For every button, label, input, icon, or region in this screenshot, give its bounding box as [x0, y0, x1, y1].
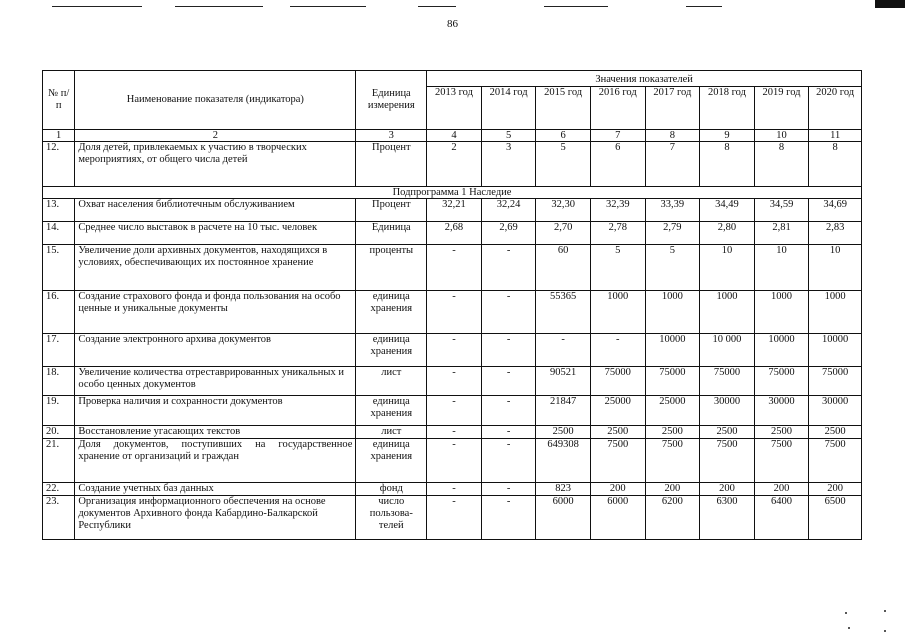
indicator-value: 6200: [645, 496, 700, 540]
indicator-value: 2,79: [645, 222, 700, 245]
indicator-value: 34,59: [754, 199, 809, 222]
table-row: [43, 483, 862, 496]
indicator-value: -: [481, 496, 536, 540]
indicator-value: 8: [809, 142, 862, 187]
indicator-value: 32,30: [536, 199, 591, 222]
indicator-name: Создание страхового фонда и фонда пользования на особо ценные и уникальные документы: [75, 291, 356, 334]
indicator-value: 34,69: [809, 199, 862, 222]
header-values-group: Значения показателей: [427, 71, 862, 87]
table-row: [43, 496, 862, 540]
indicator-value: 2,68: [427, 222, 482, 245]
indicator-value: 7500: [754, 439, 809, 483]
scan-dot: [884, 610, 886, 612]
indicator-value: 2,78: [590, 222, 645, 245]
indicator-value: 7500: [590, 439, 645, 483]
column-index: 2: [75, 130, 356, 142]
indicator-value: 5: [536, 142, 591, 187]
indicator-name: Создание электронного архива документов: [75, 334, 356, 367]
indicator-value: 55365: [536, 291, 591, 334]
indicator-value: 7500: [809, 439, 862, 483]
row-number: 18.: [43, 367, 75, 396]
indicator-value: -: [481, 439, 536, 483]
indicator-unit: лист: [356, 367, 427, 396]
indicator-value: 1000: [645, 291, 700, 334]
indicator-value: 1000: [700, 291, 755, 334]
indicator-value: 10000: [754, 334, 809, 367]
indicator-value: 8: [754, 142, 809, 187]
column-index: 9: [700, 130, 755, 142]
table-row: [43, 142, 862, 187]
table-row: [43, 367, 862, 396]
indicator-unit: лист: [356, 426, 427, 439]
indicator-value: 30000: [809, 396, 862, 426]
indicator-unit: единица хранения: [356, 439, 427, 483]
indicator-value: -: [481, 367, 536, 396]
indicator-name: Организация информационного обеспечения на основе документов Архивного фонда Кабардино-Балкарской Республики: [75, 496, 356, 540]
indicator-value: 1000: [809, 291, 862, 334]
indicator-value: 2500: [590, 426, 645, 439]
row-number: 12.: [43, 142, 75, 187]
indicator-value: -: [427, 245, 482, 291]
indicator-value: 7500: [700, 439, 755, 483]
indicator-value: -: [481, 396, 536, 426]
indicator-value: -: [427, 496, 482, 540]
indicator-value: 2,69: [481, 222, 536, 245]
indicator-value: 30000: [754, 396, 809, 426]
indicator-value: 75000: [590, 367, 645, 396]
column-index: 8: [645, 130, 700, 142]
table-row: [43, 245, 862, 291]
scan-corner-mark: [875, 0, 905, 8]
indicator-unit: единица хранения: [356, 291, 427, 334]
header-year: 2016 год: [590, 87, 645, 130]
indicator-unit: Единица: [356, 222, 427, 245]
indicator-value: 2,83: [809, 222, 862, 245]
column-index: 10: [754, 130, 809, 142]
scan-line: [290, 6, 366, 7]
row-number: 22.: [43, 483, 75, 496]
header-year: 2017 год: [645, 87, 700, 130]
indicator-value: -: [481, 291, 536, 334]
indicator-value: 34,49: [700, 199, 755, 222]
scan-line: [52, 6, 142, 7]
indicator-value: 2: [427, 142, 482, 187]
indicator-value: 2500: [754, 426, 809, 439]
indicator-value: 200: [700, 483, 755, 496]
indicator-value: 10: [809, 245, 862, 291]
row-number: 19.: [43, 396, 75, 426]
indicator-value: 5: [590, 245, 645, 291]
header-year: 2013 год: [427, 87, 482, 130]
indicator-unit: Процент: [356, 142, 427, 187]
indicator-value: 33,39: [645, 199, 700, 222]
indicator-value: 32,24: [481, 199, 536, 222]
indicator-value: 10000: [645, 334, 700, 367]
indicator-unit: Процент: [356, 199, 427, 222]
indicator-value: -: [427, 439, 482, 483]
indicator-value: 75000: [700, 367, 755, 396]
table-row: [43, 291, 862, 334]
indicator-value: 5: [645, 245, 700, 291]
indicator-value: 6500: [809, 496, 862, 540]
indicator-value: -: [481, 245, 536, 291]
table-row: [43, 439, 862, 483]
indicator-unit: число пользова-телей: [356, 496, 427, 540]
indicator-unit: проценты: [356, 245, 427, 291]
indicator-unit: единица хранения: [356, 334, 427, 367]
indicator-value: 2,70: [536, 222, 591, 245]
indicator-name: Проверка наличия и сохранности документов: [75, 396, 356, 426]
indicator-value: -: [481, 426, 536, 439]
indicator-value: -: [427, 426, 482, 439]
scan-line: [686, 6, 722, 7]
indicator-value: 32,21: [427, 199, 482, 222]
indicator-value: 30000: [700, 396, 755, 426]
indicator-value: 3: [481, 142, 536, 187]
indicator-value: -: [481, 483, 536, 496]
indicator-value: 21847: [536, 396, 591, 426]
indicator-value: 649308: [536, 439, 591, 483]
indicator-value: 2,81: [754, 222, 809, 245]
indicator-value: 6300: [700, 496, 755, 540]
indicator-value: 10: [700, 245, 755, 291]
column-index: 6: [536, 130, 591, 142]
table-row: [43, 334, 862, 367]
indicator-value: 7500: [645, 439, 700, 483]
header-year: 2020 год: [809, 87, 862, 130]
indicator-unit: единица хранения: [356, 396, 427, 426]
indicator-value: 1000: [754, 291, 809, 334]
row-number: 20.: [43, 426, 75, 439]
indicator-value: 75000: [809, 367, 862, 396]
table-row: [43, 222, 862, 245]
indicator-value: -: [427, 483, 482, 496]
header-year: 2015 год: [536, 87, 591, 130]
subprogram-title: Подпрограмма 1 Наследие: [43, 187, 862, 199]
indicator-value: 75000: [645, 367, 700, 396]
indicator-name: Восстановление угасающих текстов: [75, 426, 356, 439]
indicator-name: Среднее число выставок в расчете на 10 тыс. человек: [75, 222, 356, 245]
indicator-value: -: [536, 334, 591, 367]
row-number: 23.: [43, 496, 75, 540]
header-year: 2019 год: [754, 87, 809, 130]
indicator-name: Охват населения библиотечным обслуживанием: [75, 199, 356, 222]
indicator-value: 2500: [536, 426, 591, 439]
row-number: 16.: [43, 291, 75, 334]
indicator-value: -: [590, 334, 645, 367]
column-index: 5: [481, 130, 536, 142]
header-unit: Единица измерения: [356, 71, 427, 130]
indicator-value: -: [427, 367, 482, 396]
indicator-value: 2,80: [700, 222, 755, 245]
indicator-value: 75000: [754, 367, 809, 396]
page-number: 86: [447, 18, 458, 30]
indicator-value: -: [427, 334, 482, 367]
indicator-value: 25000: [645, 396, 700, 426]
indicator-value: 10000: [809, 334, 862, 367]
indicator-name: Доля детей, привлекаемых к участию в творческих мероприятиях, от общего числа детей: [75, 142, 356, 187]
row-number: 15.: [43, 245, 75, 291]
header-year: 2018 год: [700, 87, 755, 130]
indicator-value: -: [427, 396, 482, 426]
indicator-value: -: [481, 334, 536, 367]
indicator-value: 32,39: [590, 199, 645, 222]
indicator-value: 6000: [536, 496, 591, 540]
header-num: № п/п: [43, 71, 75, 130]
row-number: 21.: [43, 439, 75, 483]
indicator-value: 6000: [590, 496, 645, 540]
column-index: 11: [809, 130, 862, 142]
scan-dot: [884, 630, 886, 632]
indicator-name: Создание учетных баз данных: [75, 483, 356, 496]
row-number: 13.: [43, 199, 75, 222]
indicator-value: 200: [590, 483, 645, 496]
header-name: Наименование показателя (индикатора): [75, 71, 356, 130]
column-index: 1: [43, 130, 75, 142]
table-row: [43, 396, 862, 426]
indicator-value: 200: [645, 483, 700, 496]
indicator-name: Увеличение доли архивных документов, находящихся в условиях, обеспечивающих их постоянное хранение: [75, 245, 356, 291]
indicators-table: [42, 70, 862, 540]
indicator-name: Доля документов, поступивших на государственное хранение от организаций и граждан: [75, 439, 356, 483]
column-index: 7: [590, 130, 645, 142]
indicator-value: 823: [536, 483, 591, 496]
indicator-value: 90521: [536, 367, 591, 396]
indicator-value: 10 000: [700, 334, 755, 367]
indicator-value: 2500: [645, 426, 700, 439]
header-year: 2014 год: [481, 87, 536, 130]
indicator-value: 6400: [754, 496, 809, 540]
scan-line: [418, 6, 456, 7]
row-number: 14.: [43, 222, 75, 245]
scan-line: [544, 6, 608, 7]
indicator-value: 2500: [700, 426, 755, 439]
indicator-value: 7: [645, 142, 700, 187]
indicator-value: -: [427, 291, 482, 334]
indicator-value: 6: [590, 142, 645, 187]
indicator-value: 10: [754, 245, 809, 291]
table-row: [43, 426, 862, 439]
scan-dot: [845, 612, 847, 614]
row-number: 17.: [43, 334, 75, 367]
indicator-value: 8: [700, 142, 755, 187]
table-row: [43, 199, 862, 222]
scan-line: [175, 6, 263, 7]
indicator-value: 200: [754, 483, 809, 496]
indicator-name: Увеличение количества отреставрированных уникальных и особо ценных документов: [75, 367, 356, 396]
indicator-value: 200: [809, 483, 862, 496]
indicator-value: 25000: [590, 396, 645, 426]
indicator-value: 60: [536, 245, 591, 291]
column-index: 3: [356, 130, 427, 142]
column-index: 4: [427, 130, 482, 142]
indicator-value: 2500: [809, 426, 862, 439]
indicator-unit: фонд: [356, 483, 427, 496]
scan-dot: [848, 627, 850, 629]
indicator-value: 1000: [590, 291, 645, 334]
